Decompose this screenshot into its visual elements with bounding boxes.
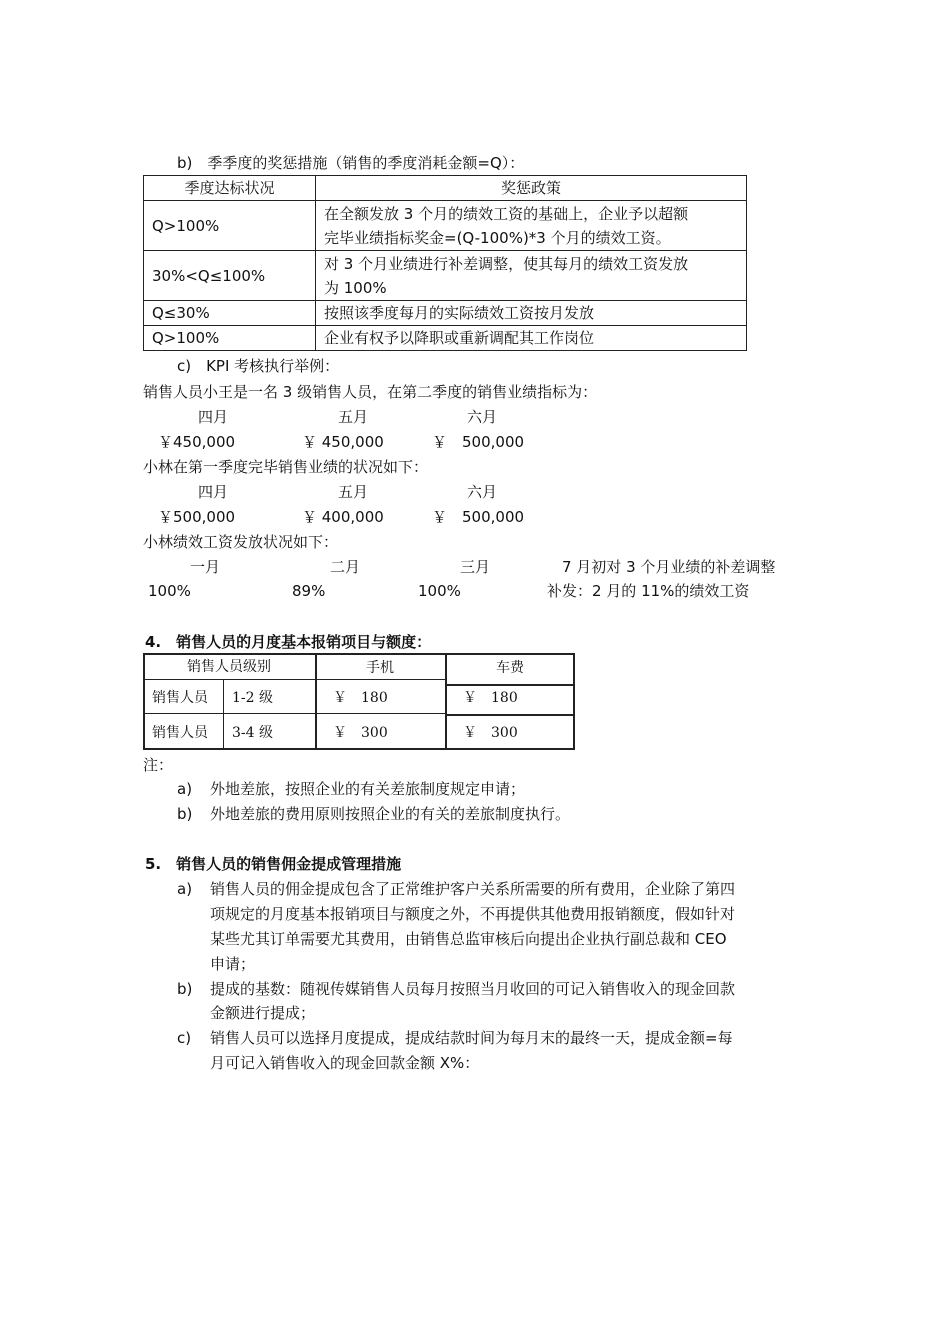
role-cell: 销售人员 (152, 724, 208, 741)
note-marker: b) (177, 805, 193, 823)
table-row (144, 251, 747, 301)
table-border (143, 713, 447, 714)
actual-value: ￥ 500,000 (432, 508, 525, 526)
status-cell: Q>100% (144, 326, 316, 351)
policy-cell (316, 251, 747, 301)
item-line: 销售人员可以选择月度提成，提成结款时间为每月末的最终一天，提成金额=每 (210, 1029, 733, 1047)
section-b-title: b) 季季度的奖惩措施（销售的季度消耗金额=Q）： (177, 154, 525, 172)
actual-value: ￥500,000 (158, 508, 236, 526)
kpi-intro: 销售人员小王是一名 3 级销售人员，在第二季度的销售业绩指标为： (143, 383, 598, 401)
status-cell: Q≤30% (144, 301, 316, 326)
role-cell: 销售人员 (152, 690, 208, 706)
actual-month: 四月 (198, 483, 229, 501)
section-4-title: 4. 销售人员的月度基本报销项目与额度： (145, 633, 432, 651)
item-line: 月可记入销售收入的现金回款金额 X%： (210, 1054, 480, 1072)
policy-cell (316, 201, 747, 251)
target-value: ￥ 500,000 (432, 433, 525, 451)
actual-intro: 小林在第一季度完毕销售业绩的状况如下： (143, 458, 429, 476)
pay-value: 100% (148, 582, 191, 600)
item-line: 提成的基数：随视传媒销售人员每月按照当月收回的可记入销售收入的现金回款 (210, 980, 736, 998)
item-marker: c) (177, 1029, 192, 1047)
actual-month: 六月 (467, 483, 498, 501)
target-month: 六月 (467, 408, 498, 426)
status-cell: Q>100% (144, 201, 316, 251)
level-cell: 1-2 级 (232, 690, 273, 706)
table-row (144, 326, 747, 351)
target-month: 四月 (198, 408, 229, 426)
level-cell: 3-4 级 (232, 724, 273, 741)
section-c-title: c) KPI 考核执行举例： (177, 357, 340, 375)
note-text: 外地差旅的费用原则按照企业的有关的差旅制度执行。 (210, 805, 571, 823)
note-label: 注： (143, 756, 174, 774)
header-level: 销售人员级别 (187, 659, 271, 675)
item-line: 项规定的月度基本报销项目与额度之外，不再提供其他费用报销额度，假如针对 (210, 905, 736, 923)
policy-line: 对 3 个月业绩进行补差调整，使其每月的绩效工资发放 (324, 254, 689, 273)
note-marker: a) (177, 780, 193, 798)
pay-month: 7 月初对 3 个月业绩的补差调整 (562, 558, 776, 576)
table-header-row (144, 176, 747, 201)
target-value: ￥ 450,000 (302, 433, 384, 451)
car-cell: ￥ 180 (463, 690, 518, 706)
table-row (144, 301, 747, 326)
item-marker: b) (177, 980, 193, 998)
item-line: 某些尤其订单需要尤其费用，由销售总监审核后向提出企业执行副总裁和 CEO (210, 930, 727, 948)
pay-month: 一月 (190, 558, 221, 576)
table-border (223, 679, 224, 749)
policy-line: 为 100% (324, 278, 387, 297)
reimbursement-table (143, 653, 575, 749)
pay-intro: 小林绩效工资发放状况如下： (143, 533, 339, 551)
header-policy: 奖惩政策 (316, 176, 747, 201)
pay-value: 89% (292, 582, 326, 600)
header-car: 车费 (496, 660, 524, 676)
actual-value: ￥ 400,000 (302, 508, 384, 526)
pay-value: 补发：2 月的 11%的绩效工资 (547, 582, 750, 600)
policy-line: 完毕业绩指标奖金=(Q-100%)*3 个月的绩效工资。 (324, 228, 671, 247)
policy-line: 在全额发放 3 个月的绩效工资的基础上，企业予以超额 (324, 204, 689, 223)
target-month: 五月 (338, 408, 369, 426)
actual-month: 五月 (338, 483, 369, 501)
car-cell: ￥ 300 (463, 724, 518, 741)
section-5-title: 5. 销售人员的销售佣金提成管理措施 (145, 855, 402, 873)
pay-value: 100% (418, 582, 461, 600)
item-marker: a) (177, 880, 193, 898)
table-row (144, 201, 747, 251)
header-phone: 手机 (366, 660, 394, 676)
status-cell: 30%<Q≤100% (144, 251, 316, 301)
note-text: 外地差旅，按照企业的有关差旅制度规定申请； (210, 780, 526, 798)
item-line: 金额进行提成； (210, 1004, 316, 1022)
pay-month: 三月 (460, 558, 491, 576)
reward-policy-table (143, 175, 747, 351)
pay-month: 二月 (330, 558, 361, 576)
phone-cell: ￥ 180 (333, 690, 388, 706)
item-line: 销售人员的佣金提成包含了正常维护客户关系所需要的所有费用，企业除了第四 (210, 880, 736, 898)
item-line: 申请； (210, 955, 256, 973)
policy-cell: 企业有权予以降职或重新调配其工作岗位 (316, 326, 747, 351)
phone-cell: ￥ 300 (333, 724, 388, 741)
table-border (143, 748, 575, 750)
policy-cell: 按照该季度每月的实际绩效工资按月发放 (316, 301, 747, 326)
header-status: 季度达标状况 (144, 176, 316, 201)
target-value: ￥450,000 (158, 433, 236, 451)
